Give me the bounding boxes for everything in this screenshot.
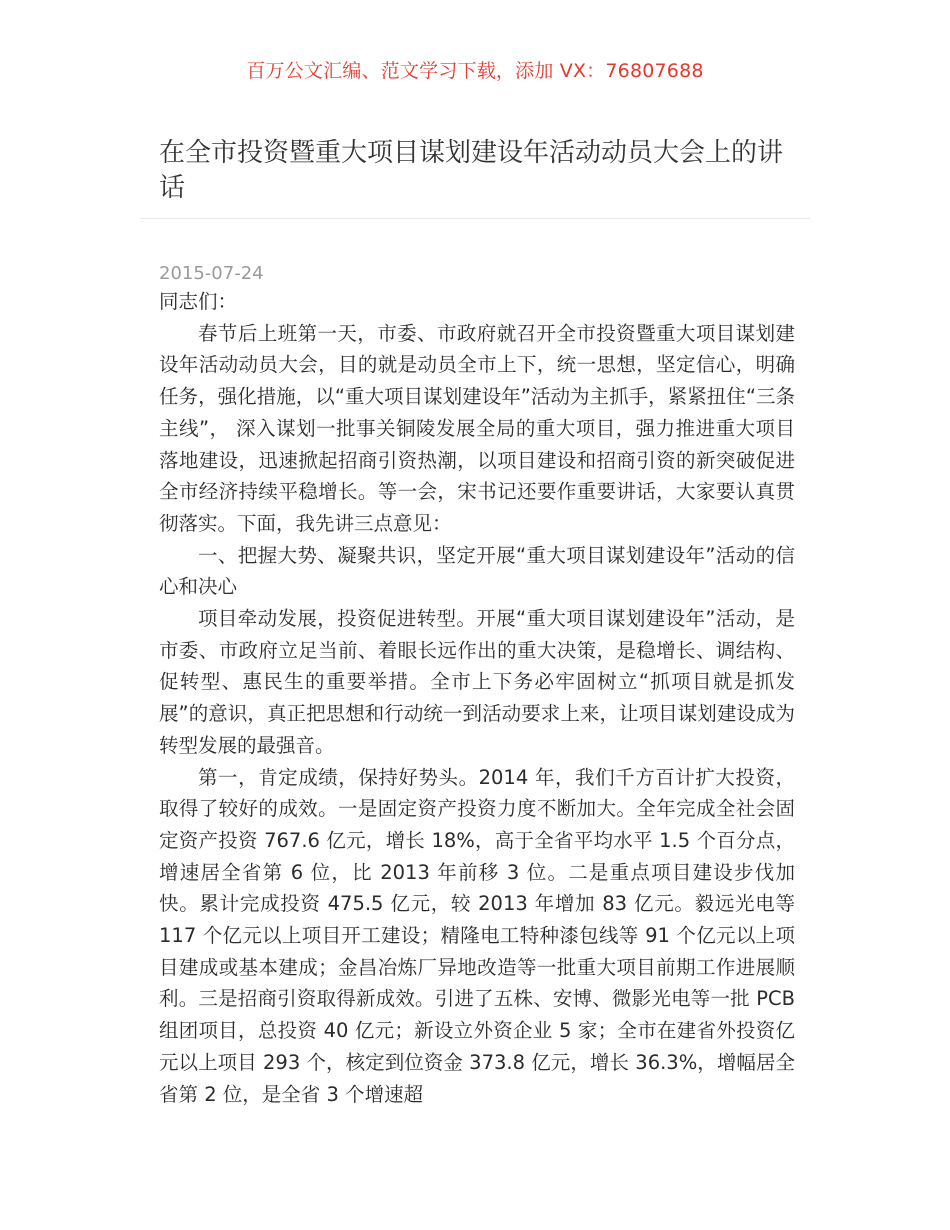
paragraph-achievements: 第一，肯定成绩，保持好势头。2014 年，我们千方百计扩大投资，取得了较好的成效。一是固定资产投资力度不断加大。全年完成全社会固定资产投资 767.6 亿元，增长 18%，高于全省平均水平 1.5 个百分点，增速居全省第 6 位，比 2013 年前移 3 位。二是重点项目建设步伐加快。累计完成投资 475.5 亿元，较 2013 年增加 83 亿元。毅远光电等 117 个亿元以上项目开工建设；精隆电工特种漆包线等 91 个亿元以上项目建成或基本建成；金昌冶炼厂异地改造等一批重大项目前期工作进展顺利。三是招商引资取得新成效。引进了五株、安博、微影光电等一批 PCB 组团项目，总投资 40 亿元；新设立外资企业 5 家；全市在建省外投资亿元以上项目 293 个，核定到位资金 373.8 亿元，增长 36.3%，增幅居全省第 2 位，是全省 3 个增速超: [159, 765, 795, 1106]
publish-date: 2015-07-24: [159, 263, 264, 284]
paragraph-intro: 春节后上班第一天，市委、市政府就召开全市投资暨重大项目谋划建设年活动动员大会，目的就是动员全市上下，统一思想，坚定信心，明确任务，强化措施，以“重大项目谋划建设年”活动为主抓手，紧紧扭住“三条主线”， 深入谋划一批事关铜陵发展全局的重大项目，强力推进重大项目落地建设，迅速掀起招商引资热潮，以项目建设和招商引资的新突破促进全市经济持续平稳增长。等一会，宋书记还要作重要讲话，大家要认真贯彻落实。下面，我先讲三点意见：: [159, 321, 795, 535]
salutation: 同志们：: [159, 290, 238, 313]
promo-banner: 百万公文汇编、范文学习下载，添加 VX：76807688: [246, 60, 704, 82]
paragraph-project-driven: 项目牵动发展，投资促进转型。开展“重大项目谋划建设年”活动，是市委、市政府立足当前、着眼长远作出的重大决策，是稳增长、调结构、促转型、惠民生的重要举措。全市上下务必牢固树立“抓项目就是抓发展”的意识，真正把思想和行动统一到活动要求上来，让项目谋划建设成为转型发展的最强音。: [159, 607, 795, 757]
article-body: [159, 262, 795, 1110]
page-title: 在全市投资暨重大项目谋划建设年活动动员大会上的讲话: [159, 138, 784, 203]
title-section: [140, 136, 810, 219]
section-heading-1: 一、把握大势、凝聚共识，坚定开展“重大项目谋划建设年”活动的信心和决心: [159, 543, 795, 599]
